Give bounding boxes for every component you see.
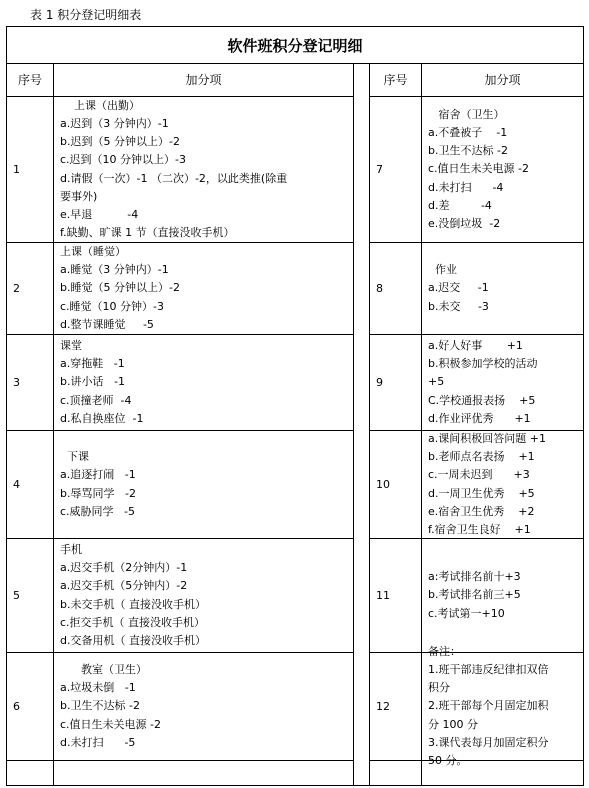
item-line: a.追逐打闹 -1 xyxy=(60,468,136,482)
row-number: 9 xyxy=(370,335,421,431)
item-line: b.讲小话 -1 xyxy=(60,375,125,389)
row-number: 12 xyxy=(370,653,421,761)
item-line: 1.班干部违反纪律扣双倍 xyxy=(428,663,549,676)
item-line: d.一周卫生优秀 +5 xyxy=(428,486,535,500)
table-caption: 表 1 积分登记明细表 xyxy=(30,8,142,22)
item-line: d.未打扫 -5 xyxy=(60,735,136,749)
item-line: d.未打扫 -4 xyxy=(428,180,504,194)
row-items xyxy=(422,539,583,653)
item-line: b.老师点名表扬 +1 xyxy=(428,450,535,464)
row-items xyxy=(54,97,353,243)
item-line: b.迟到（5 分钟以上）-2 xyxy=(60,135,180,149)
item-line: C.学校通报表扬 +5 xyxy=(428,393,536,407)
item-line: b.积极参加学校的活动 xyxy=(428,357,538,371)
item-line: a.迟交手机（2分钟内）-1 xyxy=(60,561,188,575)
header-item-right: 加分项 xyxy=(422,63,583,97)
item-line: a.不叠被子 -1 xyxy=(428,125,508,139)
item-line: b.睡觉（5 分钟以上）-2 xyxy=(60,281,180,295)
row-items xyxy=(54,539,353,653)
header-item-left: 加分项 xyxy=(54,63,353,97)
item-line: d.差 -4 xyxy=(428,198,492,212)
row-number: 4 xyxy=(7,431,53,539)
item-line: 手机 xyxy=(60,542,82,556)
item-line: c.值日生未关电源 -2 xyxy=(428,162,530,176)
item-line: 上课（睡觉） xyxy=(60,245,126,258)
item-line: 50 分。 xyxy=(428,754,468,768)
item-line: b.未交手机（ 直接没收手机） xyxy=(60,597,206,611)
item-line: e.没倒垃圾 -2 xyxy=(428,217,501,230)
row-items xyxy=(54,431,353,539)
item-line: 作业 xyxy=(428,263,457,277)
score-table xyxy=(6,26,584,786)
item-line: a.课间积极回答问题 +1 xyxy=(428,431,546,445)
item-line: b.考试排名前三+5 xyxy=(428,588,521,602)
row-number: 8 xyxy=(370,243,421,335)
item-line: f.缺勤、旷课 1 节（直接没收手机） xyxy=(60,226,235,240)
item-line: a.迟交 -1 xyxy=(428,281,489,295)
item-line: d.作业评优秀 +1 xyxy=(428,411,531,425)
row-number: 3 xyxy=(7,335,53,431)
divider-left-end xyxy=(353,63,354,785)
item-line: d.整节课睡觉 -5 xyxy=(60,317,154,331)
item-line: a.垃圾未倒 -1 xyxy=(60,681,136,695)
item-line: e.早退 -4 xyxy=(60,207,139,221)
item-line: d.交备用机（ 直接没收手机） xyxy=(60,633,206,647)
row-number: 10 xyxy=(370,431,421,539)
item-line: a:考试排名前十+3 xyxy=(428,570,521,584)
item-line: d.请假（一次）-1 （二次）-2，以此类推(除重 xyxy=(60,171,288,185)
item-line: e.宿舍卫生优秀 +2 xyxy=(428,504,535,518)
item-line: c.拒交手机（ 直接没收手机） xyxy=(60,615,206,629)
row-number: 2 xyxy=(7,243,53,335)
item-line: b.未交 -3 xyxy=(428,299,489,313)
header-num-left: 序号 xyxy=(7,63,53,97)
item-line: 下课 xyxy=(60,450,89,464)
item-line: a.迟到（3 分钟内）-1 xyxy=(60,116,169,130)
item-line: b.辱骂同学 -2 xyxy=(60,486,136,500)
item-line: a.穿拖鞋 -1 xyxy=(60,357,125,371)
item-line: 3.课代表每月加固定积分 xyxy=(428,735,549,749)
row-items xyxy=(422,335,583,431)
item-line: b.卫生不达标 -2 xyxy=(60,699,140,713)
item-line: a.好人好事 +1 xyxy=(428,338,523,352)
item-line: b.卫生不达标 -2 xyxy=(428,144,508,158)
item-line: c.考试第一+10 xyxy=(428,606,505,620)
header-num-right: 序号 xyxy=(370,63,421,97)
item-line: 要事外) xyxy=(60,189,98,203)
row-items xyxy=(422,97,583,243)
item-line: c.一周未迟到 +3 xyxy=(428,468,530,482)
row-items xyxy=(422,431,583,539)
item-line: 分 100 分 xyxy=(428,717,478,731)
row-number: 1 xyxy=(7,97,53,243)
table-title: 软件班积分登记明细 xyxy=(7,27,583,64)
item-line: a.迟交手机（5分钟内）-2 xyxy=(60,579,188,593)
item-line: c.威胁同学 -5 xyxy=(60,504,136,518)
item-line: c.迟到（10 分钟以上）-3 xyxy=(60,153,187,167)
row-items xyxy=(54,653,353,761)
item-line: 积分 xyxy=(428,681,450,695)
item-line: c.顶撞老师 -4 xyxy=(60,393,132,407)
item-line: a.睡觉（3 分钟内）-1 xyxy=(60,263,169,277)
row-number: 7 xyxy=(370,97,421,243)
item-line: 2.班干部每个月固定加积 xyxy=(428,699,549,713)
item-line: 上课（出勤） xyxy=(60,98,140,112)
item-line: 宿舍（卫生） xyxy=(428,107,505,121)
row-items xyxy=(422,243,583,335)
item-line: c.睡觉（10 分钟）-3 xyxy=(60,299,165,313)
row-number: 6 xyxy=(7,653,53,761)
row-number: 5 xyxy=(7,539,53,653)
item-line: f.宿舍卫生良好 +1 xyxy=(428,522,531,536)
row-number: 11 xyxy=(370,539,421,653)
row-items xyxy=(54,243,353,335)
row-items xyxy=(422,644,583,768)
item-line: d.私自换座位 -1 xyxy=(60,411,144,425)
row-items xyxy=(54,335,353,431)
item-line: 备注： xyxy=(428,644,461,658)
item-line: 课堂 xyxy=(60,338,82,352)
item-line: +5 xyxy=(428,375,445,389)
item-line: c.值日生未关电源 -2 xyxy=(60,717,162,731)
item-line: 教室（卫生） xyxy=(60,662,147,676)
